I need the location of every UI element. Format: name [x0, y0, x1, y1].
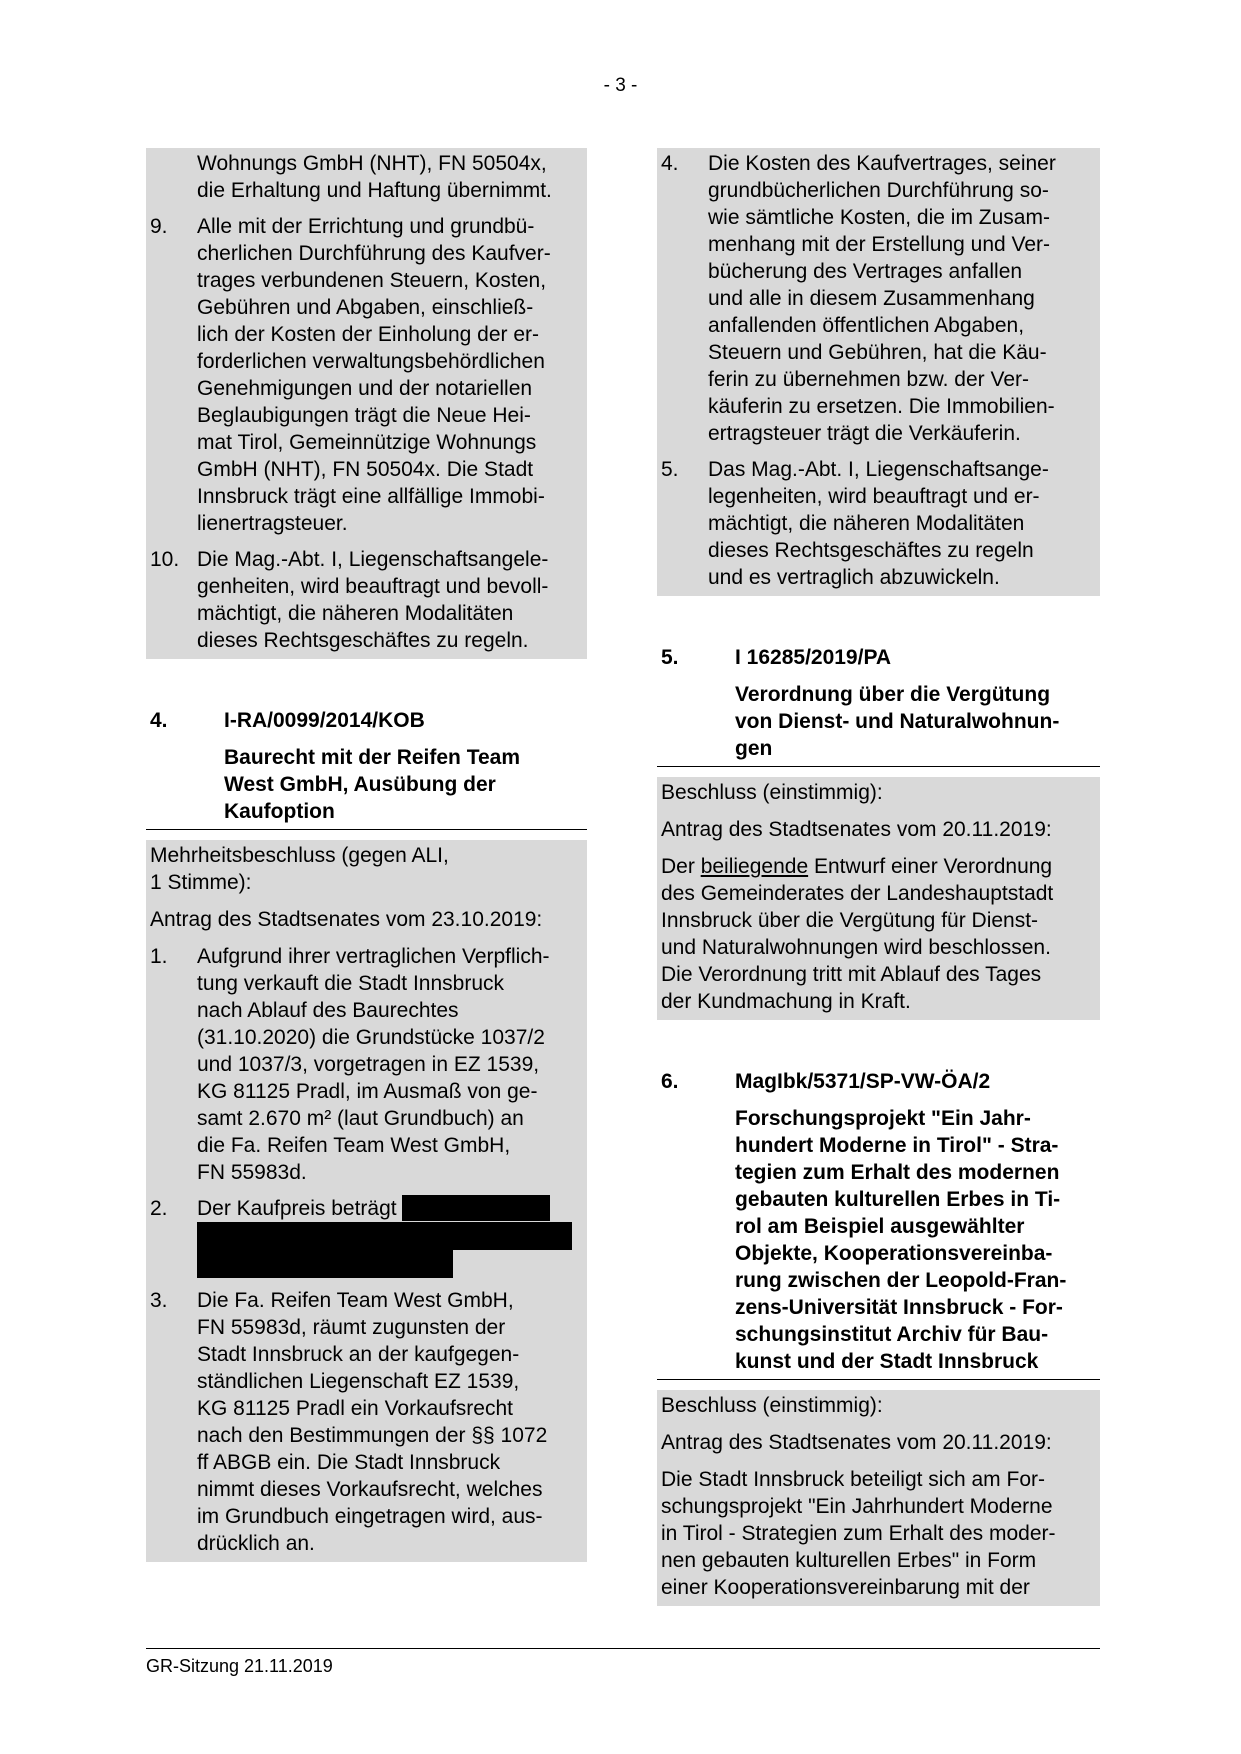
text-line: lich der Kosten der Einholung der er-	[197, 323, 540, 346]
text-line: wie sämtliche Kosten, die im Zusam-	[708, 206, 1050, 229]
text-line: grundbücherlichen Durchführung so-	[708, 179, 1049, 202]
text-line: rung zwischen der Leopold-Fran-	[735, 1269, 1067, 1292]
resolution-item-text	[708, 456, 1096, 591]
text-line: Steuern und Gebühren, hat die Käu-	[708, 341, 1047, 364]
section-6-code: MagIbk/5371/SP-VW-ÖA/2	[735, 1070, 991, 1093]
section-4-number: 4.	[150, 709, 168, 732]
text-line: KG 81125 Pradl ein Vorkaufsrecht	[197, 1397, 513, 1420]
section-5-code: I 16285/2019/PA	[735, 646, 892, 669]
section-5-text: Der beiliegende Entwurf einer Verordnung des Gemeinderates der Landeshauptstadt Innsbruck über die Vergütung für Dienst- und Naturalwohnungen wird beschlossen. Die Verordnung tritt mit Ablauf des Tages der Kundmachung in Kraft.	[661, 853, 1096, 1015]
resolution-item	[150, 213, 583, 537]
continued-item-text: Wohnungs GmbH (NHT), FN 50504x, die Erhaltung und Haftung übernimmt.	[197, 152, 552, 202]
text-line: schungsinstitut Archiv für Bau-	[735, 1323, 1049, 1346]
section-5-body	[657, 777, 1100, 1020]
text-line: die Fa. Reifen Team West GmbH,	[197, 1134, 511, 1157]
section-5-header	[657, 644, 1100, 767]
text-line: Die Kosten des Kaufvertrages, seiner	[708, 152, 1056, 175]
text-line: cherlichen Durchführung des Kaufver-	[197, 242, 551, 265]
text-line: nach den Bestimmungen der §§ 1072	[197, 1424, 548, 1447]
section-4-item-1: 1. Aufgrund ihrer vertraglichen Verpflich- tung verkauft die Stadt Innsbruck nach Ablauf des Baurechtes (31.10.2020) die Grundstücke 1037/2 und 1037/3, vorgetragen in EZ 1539, KG 81125 Pradl, im Ausmaß von ge- samt 2.670 m² (laut Grundbuch) an die Fa. Reifen Team West GmbH, FN 55983d.	[150, 943, 583, 1186]
text-line: Innsbruck über die Vergütung für Dienst-	[661, 909, 1039, 932]
text-line: nach Ablauf des Baurechtes	[197, 999, 459, 1022]
text-line: zens-Universität Innsbruck - For-	[735, 1296, 1063, 1319]
page-number: - 3 -	[603, 75, 638, 96]
right-resolution-block	[657, 148, 1100, 596]
text-line: Alle mit der Errichtung und grundbü-	[197, 215, 535, 238]
resolution-item-text	[197, 546, 583, 654]
section-4-code: I-RA/0099/2014/KOB	[224, 709, 425, 732]
section-4-header	[146, 707, 587, 830]
text-line: gebauten kulturellen Erbes in Ti-	[735, 1188, 1061, 1211]
text-line: Aufgrund ihrer vertraglichen Verpflich-	[197, 945, 550, 968]
text-line: Gebühren und Abgaben, einschließ-	[197, 296, 534, 319]
text-line: einer Kooperationsvereinbarung mit der	[661, 1576, 1030, 1599]
right-column	[657, 148, 1100, 1606]
text-line: in Tirol - Strategien zum Erhalt des moder-	[661, 1522, 1056, 1545]
section-4-title: Baurecht mit der Reifen Team West GmbH, Ausübung der Kaufoption	[224, 746, 521, 823]
section-6-body	[657, 1390, 1100, 1606]
text-line: KG 81125 Pradl, im Ausmaß von ge-	[197, 1080, 538, 1103]
text-line: und 1037/3, vorgetragen in EZ 1539,	[197, 1053, 540, 1076]
text-line: ff ABGB ein. Die Stadt Innsbruck	[197, 1451, 501, 1474]
section-6-title	[735, 1105, 1100, 1375]
text-line: Stadt Innsbruck an der kaufgegen-	[197, 1343, 520, 1366]
text-line: drücklich an.	[197, 1532, 315, 1555]
text-line: nimmt dieses Vorkaufsrecht, welches	[197, 1478, 543, 1501]
section-4-body	[146, 840, 587, 1562]
text-line: Die Mag.-Abt. I, Liegenschaftsangele-	[197, 548, 549, 571]
section-6-text	[661, 1466, 1096, 1601]
section-6-number: 6.	[661, 1070, 679, 1093]
text-line: mächtigt, die näheren Modalitäten	[197, 602, 514, 625]
section-4-item-1-text	[197, 943, 583, 1186]
section-5-decision: Beschluss (einstimmig):	[661, 781, 883, 804]
text-line: forderlichen verwaltungsbehördlichen	[197, 350, 545, 373]
text-line: Forschungsprojekt "Ein Jahr-	[735, 1107, 1031, 1130]
text-line: Die Verordnung tritt mit Ablauf des Tages	[661, 963, 1042, 986]
resolution-item-number: 10.	[150, 548, 180, 571]
resolution-item	[661, 456, 1096, 591]
section-4-item-2-text: Der Kaufpreis beträgt	[197, 1195, 583, 1278]
text-line: tegien zum Erhalt des modernen	[735, 1161, 1060, 1184]
redacted-block	[197, 1222, 583, 1278]
text-line: trages verbundenen Steuern, Kosten,	[197, 269, 547, 292]
continued-item	[150, 150, 583, 204]
resolution-item-number: 5.	[661, 458, 679, 481]
redacted-price	[402, 1195, 550, 1221]
text-line: ferin zu übernehmen bzw. der Ver-	[708, 368, 1030, 391]
text-line: käuferin zu ersetzen. Die Immobilien-	[708, 395, 1055, 418]
section-4-item-3: 3. Die Fa. Reifen Team West GmbH, FN 55983d, räumt zugunsten der Stadt Innsbruck an der kaufgegen- ständlichen Liegenschaft EZ 1539, KG 81125 Pradl ein Vorkaufsrecht nach den Bestimmungen der §§ 1072 ff ABGB ein. Die Stadt Innsbruck nimmt dieses Vorkaufsrecht, welches im Grundbuch eingetragen wird, aus- drücklich an.	[150, 1287, 583, 1557]
section-4-motion: Antrag des Stadtsenates vom 23.10.2019:	[150, 908, 543, 931]
text-line: dieses Rechtsgeschäftes zu regeln.	[197, 629, 529, 652]
text-line: Das Mag.-Abt. I, Liegenschaftsange-	[708, 458, 1049, 481]
resolution-item-number: 4.	[661, 152, 679, 175]
continued-resolution-block	[146, 148, 587, 659]
text-line: mächtigt, die näheren Modalitäten	[708, 512, 1025, 535]
text-line: Genehmigungen und der notariellen	[197, 377, 533, 400]
resolution-item-text	[197, 213, 583, 537]
section-6-divider	[657, 1379, 1100, 1380]
text-line: anfallenden öffentlichen Abgaben,	[708, 314, 1025, 337]
section-6-motion: Antrag des Stadtsenates vom 20.11.2019:	[661, 1431, 1052, 1454]
left-top-items	[150, 213, 583, 654]
text-line: menhang mit der Erstellung und Ver-	[708, 233, 1051, 256]
text-line: Die Fa. Reifen Team West GmbH,	[197, 1289, 514, 1312]
text-line: rol am Beispiel ausgewählter	[735, 1215, 1025, 1238]
text-line: FN 55983d.	[197, 1161, 307, 1184]
text-line: und alle in diesem Zusammenhang	[708, 287, 1035, 310]
resolution-item-number: 9.	[150, 215, 168, 238]
text-line: im Grundbuch eingetragen wird, aus-	[197, 1505, 543, 1528]
text-line: nen gebauten kulturellen Erbes" in Form	[661, 1549, 1037, 1572]
text-line: dieses Rechtsgeschäftes zu regeln	[708, 539, 1034, 562]
section-6-decision: Beschluss (einstimmig):	[661, 1394, 883, 1417]
section-5-divider	[657, 766, 1100, 767]
text-line: Die Stadt Innsbruck beteiligt sich am For-	[661, 1468, 1045, 1491]
text-line: Innsbruck trägt eine allfällige Immobi-	[197, 485, 545, 508]
text-line: Beglaubigungen trägt die Neue Hei-	[197, 404, 531, 427]
text-line: ständlichen Liegenschaft EZ 1539,	[197, 1370, 520, 1393]
resolution-item-text	[708, 150, 1096, 447]
text-line: des Gemeinderates der Landeshauptstadt	[661, 882, 1054, 905]
text-line: tung verkauft die Stadt Innsbruck	[197, 972, 505, 995]
section-4-item-2: 2. Der Kaufpreis beträgt	[150, 1195, 583, 1278]
text-line: lienertragsteuer.	[197, 512, 348, 535]
section-4-divider	[146, 829, 587, 830]
section-4-decision: Mehrheitsbeschluss (gegen ALI, 1 Stimme):	[150, 844, 449, 894]
text-line: mat Tirol, Gemeinnützige Wohnungs	[197, 431, 537, 454]
section-5-title: Verordnung über die Vergütung von Dienst- und Naturalwohnun- gen	[735, 683, 1060, 760]
text-line: GmbH (NHT), FN 50504x. Die Stadt	[197, 458, 534, 481]
section-4-item-3-text	[197, 1287, 583, 1557]
section-5-number: 5.	[661, 646, 679, 669]
footer: GR-Sitzung 21.11.2019	[146, 1648, 1100, 1680]
text-line: legenheiten, wird beauftragt und er-	[708, 485, 1040, 508]
text-line: (31.10.2020) die Grundstücke 1037/2	[197, 1026, 545, 1049]
left-column	[146, 148, 587, 1562]
text-line: samt 2.670 m² (laut Grundbuch) an	[197, 1107, 524, 1130]
right-top-items	[661, 150, 1096, 591]
text-line: Objekte, Kooperationsvereinba-	[735, 1242, 1053, 1265]
section-6-header	[657, 1068, 1100, 1380]
text-line: bücherung des Vertrages anfallen	[708, 260, 1023, 283]
resolution-item	[661, 150, 1096, 447]
text-line: genheiten, wird beauftragt und bevoll-	[197, 575, 549, 598]
text-line: und es vertraglich abzuwickeln.	[708, 566, 1000, 589]
attachment-reference: beiliegende	[700, 855, 809, 878]
resolution-item	[150, 546, 583, 654]
text-line: und Naturalwohnungen wird beschlossen.	[661, 936, 1051, 959]
text-line: FN 55983d, räumt zugunsten der	[197, 1316, 506, 1339]
text-line: hundert Moderne in Tirol" - Stra-	[735, 1134, 1059, 1157]
text-line: kunst und der Stadt Innsbruck	[735, 1350, 1039, 1373]
text-line: ertragsteuer trägt die Verkäuferin.	[708, 422, 1021, 445]
text-line: der Kundmachung in Kraft.	[661, 990, 911, 1013]
text-line: schungsprojekt "Ein Jahrhundert Moderne	[661, 1495, 1053, 1518]
section-5-motion: Antrag des Stadtsenates vom 20.11.2019:	[661, 818, 1052, 841]
